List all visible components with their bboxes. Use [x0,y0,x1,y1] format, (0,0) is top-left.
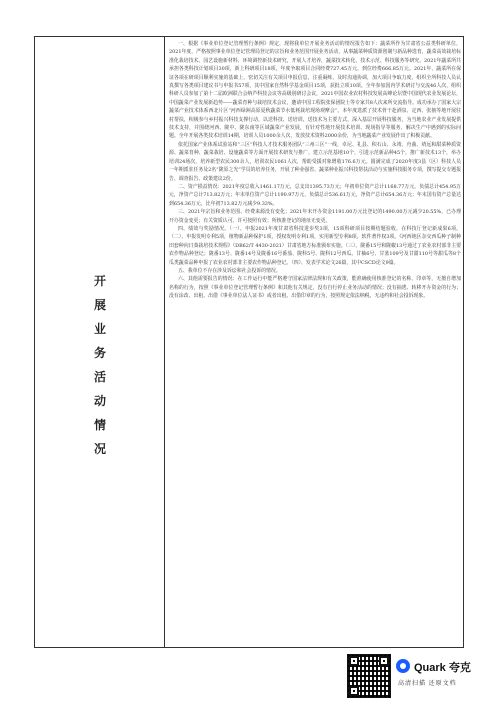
report-table [34,36,464,648]
label-char: 务 [93,346,106,360]
content-cell [169,40,461,644]
qr-code [347,654,391,698]
section-label-cell [35,37,165,647]
paragraph-assets: 二、资产损益情况：2021年度总收入1461.17万元，总支出1395.73万元；年初单位资产总计1168.77万元，负债总计454.95万元，净资产总计713.82万元；年末单位资产总计1190.97万元，负债总计536.61万元，净资产总计654.36万元；年末国有资产总量达到654.36万元，比年初713.82万元减少9.33%。 [169,183,461,207]
label-char: 动 [93,394,106,408]
paragraph-performance: 四、绩效与奖励情况。（一）、申报2021年度甘肃省科技进步奖3项，15项科研项目按期结题验收，在科技厅登记新成果6项。（二）、申报发明专利5项，植物新品种保护1项，授权发明专利1项，实用新型专利8项，软件著作权3项。《河西地区杂交西瓜种子制种田套种向日葵栽培技术规程》（DB62/T 4430-2021）甘肃省地方标准颁布实施。（三）、陇番15号和陇椒13号通过了农业农村部非主要农作物品种登记；陇番13号、陇番14号及陇番16号番茄、陇科5号、陇科12号西瓜、甘柚6号、甘蓝109号及甘甜110号等甜瓜等8个瓜类蔬菜品种申报了农业农村部非主要农作物品种登记。（四）、发表学术论文26篇，其中CSCD论文9篇。 [169,225,461,266]
label-char: 活 [93,370,106,384]
label-char: 情 [93,418,106,432]
label-char: 况 [93,442,106,456]
paragraph-tech-services: 依托国家产业体系试验站和“三区”科技人才技术服务团队“三州三区”一线，卓尼、礼县、积石山、永靖、舟曲、靖远和甜菜种质资源、蔬菜育种、蔬菜栽培、设施蔬菜等方面开展技术研发与推广，建立示范基地10个，引进示范新品种45个，推广新技术13个，举办培训24场次，培养新型农民300余人，培训农民1061人次，帮助受援对象增收176.6万元。圆满完成了2020年度3县（区）科技人员一年期派驻任务及2名“陇原之光”学员的培养任务，开展了种业强省、蔬菜种业振兴科技帮扶活动与实施科技服务专项，撰写提交专题报告、调查报告、政策建议2份。 [169,141,461,182]
quark-logo-icon [396,659,410,673]
paragraph-scope-changes: 三、2021年宗旨和业务范围、经费来源没有变化；2021年末开办资金1191.00万元比登记的1490.00万元减少20.55%，已办理开办资金变更；有关资质认可、许可按照有效；所核准登记的地址无变更。 [169,209,461,224]
label-char: 开 [93,274,106,288]
paragraph-other: 六、其他需要报告的情况：在工作运行中能严格遵守国家法律法规和有关政策，能准确使用核准登记的名称、印章等，无擅自增加名称的行为，按照《事业单位登记管理暂行条例》和其他有关规定，没有自行停止业务活动的情况；没有抽逃、转移开办资金的行为；没有涂改、出租、出借《事业单位法人证书》或者出租、出借印章的行为，按照规定依法纳税，无违约和社会投诉现象。 [169,276,461,300]
brand-slogan: 高清扫描 还原文档 [398,681,457,687]
paragraph-business-overview: 一、根据《事业单位登记管理暂行条例》规定，现将我单位开展业务活动的情况报告如下：蔬菜所作为甘肃省公益类科研单位，2021年度，严格按照事业单位登记管理局登记的宗旨和业务范围开展业务活动，从事蔬菜种质资源创制与新品种选育，蔬菜高效栽培标准化栽培技术、园艺设施新材料、环境调控新技术研究，开展人才培养，蔬菜技术转化、技术示范、科技服务等研究。2021年蔬菜所共承担各类科技计划项目30项，新上科研项目18项，年度争取项目合同经费727.45万元，到位经费666.85万元。2021年，蔬菜所在保证各项在研项目顺利实施的基础上，密切关注有关项目申报信息，注重凝练，及时沟通协调，加大项目争取力度，组织全所科技人员认真撰写各类项目建议书与申报书57项，其中国家自然科学基金项目15项，获批立项10项。全年参加国内学术研讨与交流46人次，组织科研人员参加了第十二届欧洲联合会纳芦科技会议等高级别研讨会议，2021中国农业农村科技发展高峰论坛暨中国现代农业发展论坛，中国蔬菜产业发展新趋势——蔬菜育种与栽培技术会议，邀请中国工程院张保团院士等专家共8人次来所交流指导。成功承办了国家大宗蔬菜产业技术体系西北片区“河西绿洲高原夏秋蔬菜节水低耗栽培现场观摩会”。本年度选派了技术骨干赴酒泉、定西、张掖等地开展驻村帮扶，积极参与乡村振兴科技支撑行动，以送科技、送培训、送技术为主要方式，深入基层开展科技服务，为当地农业产业发展提供技术支持，并围绕河西、陇中、陇东南等区域蔬菜产业发展，有针对性地开展技术培训、现场指导等服务，解决生产中遇到的实际问题。全年开展各类技术培训14期，培训人员1000余人次，发放技术资料2000余份，为当地蔬菜产业发展作出了积极贡献。 [169,41,461,140]
section-label [90,269,110,461]
label-char: 业 [93,322,106,336]
label-char: 展 [93,298,106,312]
brand-name: Quark 夸克 [414,662,471,674]
paragraph-litigation: 五、我单位不存在涉及诉讼和社会投诉的情况。 [178,267,281,274]
quark-watermark [396,659,496,699]
